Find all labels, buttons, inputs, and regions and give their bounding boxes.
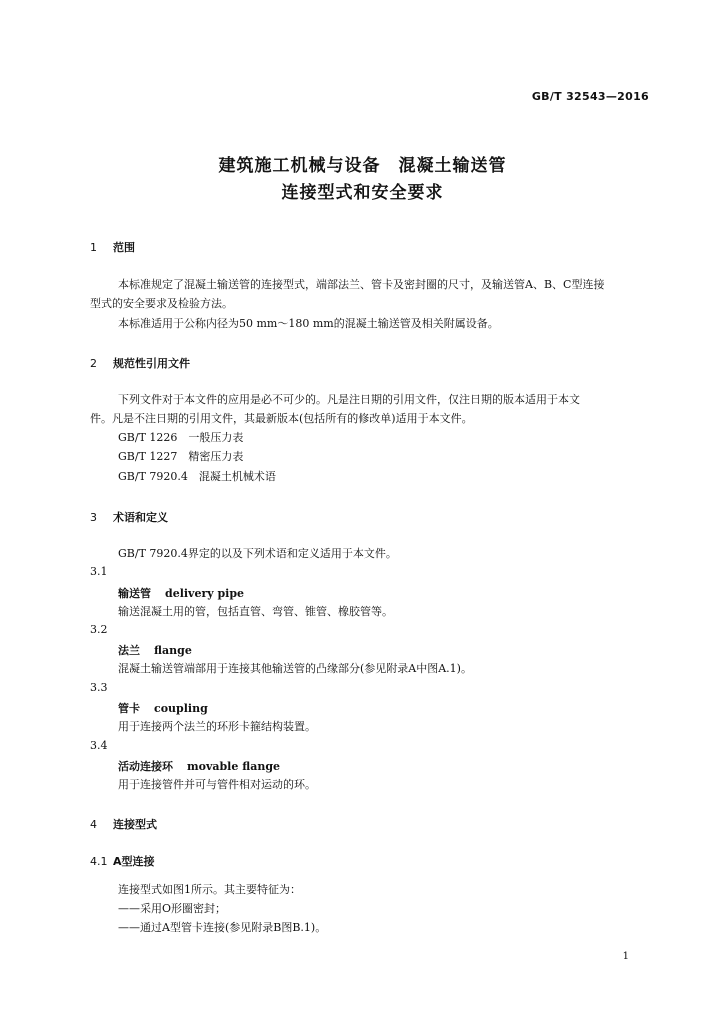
reference-item: GB/T 1227 精密压力表	[118, 450, 244, 463]
section-title: 范围	[113, 241, 135, 254]
term-en: flange	[154, 644, 192, 657]
paragraph: 型式的安全要求及检验方法。	[90, 297, 233, 310]
term-heading	[118, 758, 280, 774]
section-title: 连接型式	[113, 818, 157, 831]
paragraph: 本标准适用于公称内径为50 mm～180 mm的混凝土输送管及相关附属设备。	[118, 317, 499, 330]
clause-number: 3.3	[90, 681, 108, 694]
section-title: 术语和定义	[113, 511, 168, 524]
paragraph: 连接型式如图1所示。其主要特征为：	[118, 883, 301, 896]
section-title: 规范性引用文件	[113, 357, 190, 370]
section-2-heading	[90, 355, 190, 371]
term-en: movable flange	[187, 760, 281, 773]
reference-item: GB/T 1226 一般压力表	[118, 431, 244, 444]
section-number: 1	[90, 241, 97, 254]
section-number: 3	[90, 511, 97, 524]
clause-number: 3.1	[90, 565, 108, 578]
term-heading	[118, 585, 244, 601]
section-1-heading	[90, 239, 135, 255]
term-definition: 用于连接两个法兰的环形卡箍结构装置。	[118, 720, 316, 733]
term-definition: 用于连接管件并可与管件相对运动的环。	[118, 778, 316, 791]
term-zh: 输送管	[118, 587, 151, 600]
clause-number: 3.4	[90, 739, 108, 752]
section-3-heading	[90, 509, 168, 525]
document-title-line1: 建筑施工机械与设备 混凝土输送管	[218, 156, 507, 176]
term-heading	[118, 642, 192, 658]
subsection-number: 4.1	[90, 855, 108, 868]
list-item: ——通过A型管卡连接(参见附录B图B.1)。	[118, 921, 327, 934]
term-zh: 活动连接环	[118, 760, 173, 773]
paragraph: 件。凡是不注日期的引用文件，其最新版本(包括所有的修改单)适用于本文件。	[90, 412, 473, 425]
paragraph: GB/T 7920.4界定的以及下列术语和定义适用于本文件。	[118, 547, 397, 560]
page-number: 1	[622, 951, 629, 962]
term-definition: 输送混凝土用的管，包括直管、弯管、锥管、橡胶管等。	[118, 605, 393, 618]
term-heading	[118, 700, 208, 716]
subsection-4-1-heading	[90, 853, 155, 869]
document-title-line2: 连接型式和安全要求	[281, 183, 444, 203]
clause-number: 3.2	[90, 623, 108, 636]
term-zh: 管卡	[118, 702, 140, 715]
term-en: coupling	[154, 702, 208, 715]
term-zh: 法兰	[118, 644, 140, 657]
reference-item: GB/T 7920.4 混凝土机械术语	[118, 470, 276, 483]
section-number: 2	[90, 357, 97, 370]
term-en: delivery pipe	[165, 587, 245, 600]
section-number: 4	[90, 818, 97, 831]
section-4-heading	[90, 816, 157, 832]
subsection-title: A型连接	[113, 855, 155, 868]
paragraph: 下列文件对于本文件的应用是必不可少的。凡是注日期的引用文件，仅注日期的版本适用于本文	[118, 393, 580, 406]
paragraph: 本标准规定了混凝土输送管的连接型式，端部法兰、管卡及密封圈的尺寸，及输送管A、B、C型连接	[118, 278, 605, 291]
term-definition: 混凝土输送管端部用于连接其他输送管的凸缘部分(参见附录A中图A.1)。	[118, 662, 472, 675]
list-item: ——采用O形圈密封；	[118, 902, 227, 915]
standard-number: GB/T 32543—2016	[531, 90, 649, 103]
